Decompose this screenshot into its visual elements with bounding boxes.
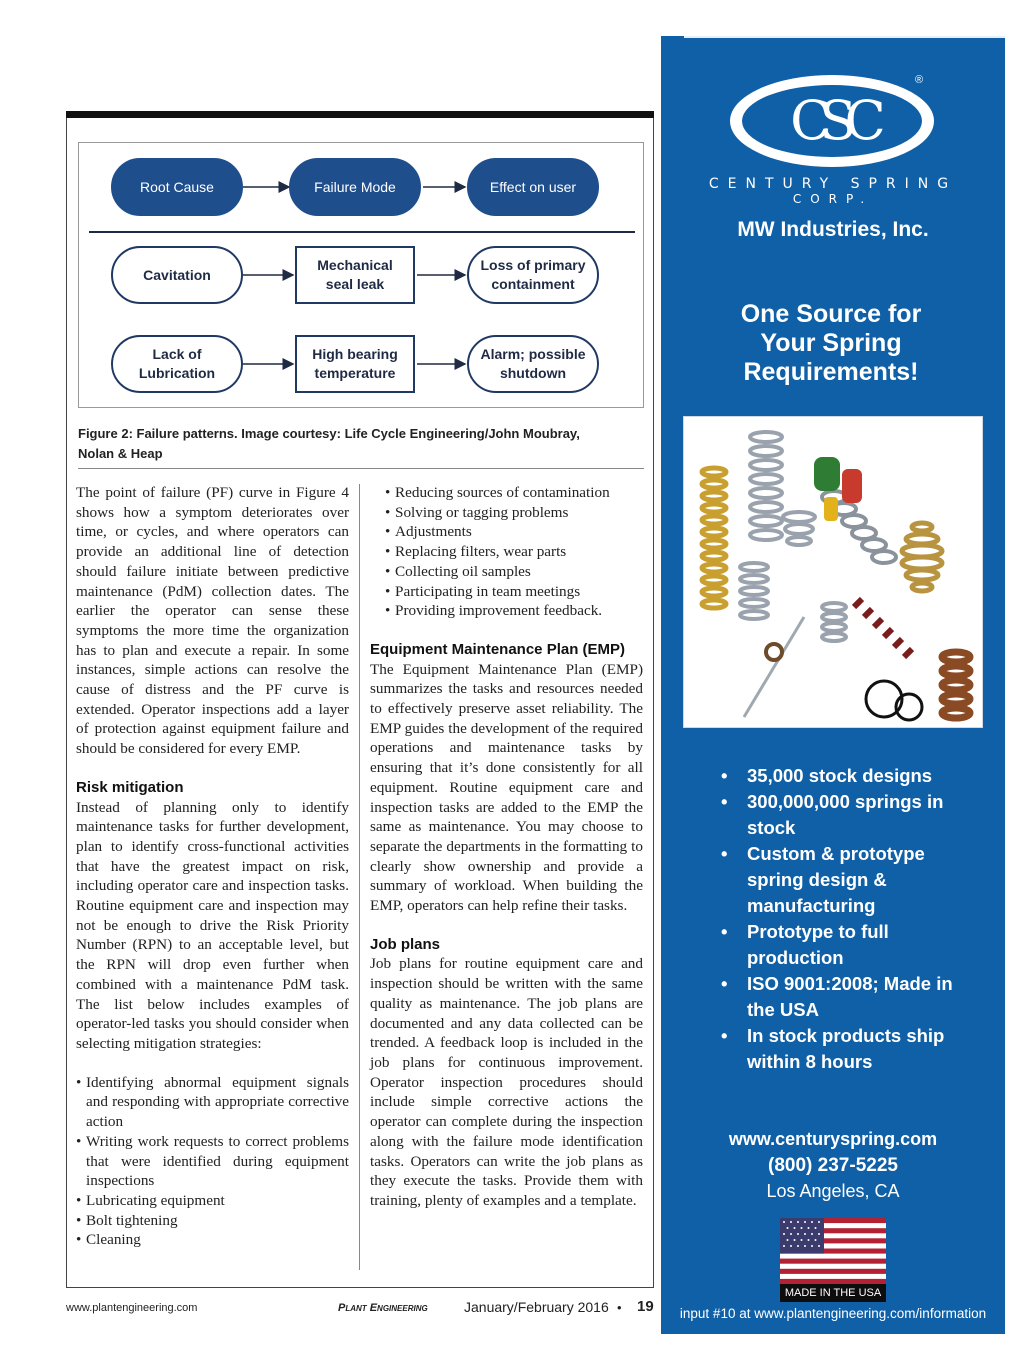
brand-corp: CORP. bbox=[792, 192, 874, 206]
caption-line-2: Nolan & Heap bbox=[78, 446, 163, 461]
node-effect-on-user: Effect on user bbox=[467, 158, 599, 216]
caption-rule bbox=[78, 468, 644, 469]
footer-issue: January/February 2016 bbox=[464, 1299, 609, 1315]
node-lack-of-lubrication: Lack of Lubrication bbox=[111, 335, 243, 393]
emp-heading: Equipment Maintenance Plan (EMP) bbox=[370, 640, 626, 658]
feature-item: • Prototype to full production bbox=[721, 919, 981, 971]
list-item: • Cleaning bbox=[76, 1230, 349, 1250]
springs-product-photo bbox=[683, 416, 983, 728]
job-plans-heading: Job plans bbox=[370, 935, 441, 953]
intro-paragraph: The point of failure (PF) curve in Figure 4 shows how a symptom deteriorates over time, or cycles, and where operators can provide an additional line of detection should failure initiate between predictive maintenance (PdM) collection dates. The earlier the operator can sense these symptoms the more time the organization has to plan and execute a repair. In some instances, simple actions can resolve the cause of distress and the PF curve is extended. Operator inspections add a layer of protection against equipment failure and should be considered for every EMP. bbox=[76, 484, 349, 758]
operator-task-list-continued bbox=[370, 483, 643, 621]
list-item: • Adjustments bbox=[385, 522, 643, 542]
ad-top-rule bbox=[684, 36, 1005, 38]
reader-input-line[interactable]: input #10 at www.plantengineering.com/information bbox=[679, 1306, 987, 1321]
list-item: • Writing work requests to correct problems that were identified during equipment inspections bbox=[76, 1132, 349, 1191]
list-item: • Bolt tightening bbox=[76, 1211, 349, 1231]
made-in-usa-label: MADE IN THE USA bbox=[780, 1284, 886, 1302]
us-flag-icon bbox=[780, 1218, 886, 1284]
footer-separator: • bbox=[617, 1300, 622, 1315]
list-item: • Collecting oil samples bbox=[385, 562, 643, 582]
figure-top-rule bbox=[66, 111, 654, 118]
node-failure-mode: Failure Mode bbox=[289, 158, 421, 216]
node-mechanical-seal-leak: Mechanical seal leak bbox=[295, 246, 415, 304]
ad-phone[interactable]: (800) 237-5225 bbox=[768, 1155, 898, 1176]
list-item: • Replacing filters, wear parts bbox=[385, 542, 643, 562]
node-loss-of-containment: Loss of primary containment bbox=[467, 246, 599, 304]
footer-url[interactable]: www.plantengineering.com bbox=[66, 1302, 198, 1314]
registered-mark: ® bbox=[915, 74, 924, 86]
caption-line-1: Figure 2: Failure patterns. Image courtesy: Life Cycle Engineering/John Moubray, bbox=[78, 426, 580, 441]
operator-task-list bbox=[76, 1073, 349, 1250]
list-item: • Providing improvement feedback. bbox=[385, 601, 643, 621]
csc-logo-letters: CSC bbox=[790, 88, 874, 152]
column-divider bbox=[359, 484, 360, 1270]
emp-paragraph: The Equipment Maintenance Plan (EMP) summarizes the tasks and resources needed to effectively preserve asset reliability. The EMP guides the development of the required operations and maintenance tasks by ensuring that it’s done consistently for all equipment. Routine equipment care and inspection tasks are added to the EMP the same as maintenance. You may choose to separate the departments in the formatting to clearly show ownership and provide a summary of workload. When building the EMP, operators can help refine their tasks. bbox=[370, 660, 643, 915]
ad-location: Los Angeles, CA bbox=[766, 1181, 900, 1201]
ad-website[interactable]: www.centuryspring.com bbox=[728, 1129, 938, 1149]
job-plans-paragraph: Job plans for routine equipment care and inspection should be written with the same quality as maintenance. The job plans are documented and any data collected can be trended. A feedback loop is included in the job plans for continuous improvement. Operator inspection procedures should include simple corrective actions the operator can complete during the inspection along with the failure mode identification tasks. Operators can write the job plans as they execute the tasks. Provide them with training, plenty of examples and a template. bbox=[370, 955, 643, 1209]
list-item: • Solving or tagging problems bbox=[385, 503, 643, 523]
failure-pattern-diagram bbox=[78, 142, 644, 408]
node-high-bearing-temperature: High bearing temperature bbox=[295, 335, 415, 393]
figure-caption bbox=[78, 424, 644, 464]
ad-slogan: One Source for Your Spring Requirements! bbox=[740, 300, 922, 386]
list-item: • Reducing sources of contamination bbox=[385, 483, 643, 503]
risk-mitigation-heading: Risk mitigation bbox=[76, 778, 184, 796]
node-cavitation: Cavitation bbox=[111, 246, 243, 304]
feature-item: • ISO 9001:2008; Made in the USA bbox=[721, 971, 981, 1023]
feature-item: • 300,000,000 springs in stock bbox=[721, 789, 981, 841]
springs-illustration bbox=[684, 417, 982, 727]
list-item: • Lubricating equipment bbox=[76, 1191, 349, 1211]
feature-list bbox=[721, 763, 981, 1075]
feature-item: • Custom & prototype spring design & manufacturing bbox=[721, 841, 981, 919]
feature-item: • 35,000 stock designs bbox=[721, 763, 981, 789]
list-item: • Participating in team meetings bbox=[385, 582, 643, 602]
feature-item: • In stock products ship within 8 hours bbox=[721, 1023, 981, 1075]
risk-mitigation-paragraph: Instead of planning only to identify maintenance tasks for further development, plan to identify cross-functional activities that have the greatest impact on risk, including operator care and inspection tasks. Routine equipment care and inspection may not be enough to drive the Risk Priority Number (RPN) to an acceptable level, but the RPN will drop even further when combined with a maintenance PdM task. The list below includes examples of operator-led tasks you should consider when selecting mitigation strategies: bbox=[76, 798, 349, 1052]
right-column bbox=[370, 483, 643, 1211]
brand-name: CENTURY SPRING bbox=[708, 176, 958, 192]
footer-magazine: Plant Engineering bbox=[338, 1302, 428, 1314]
node-alarm-shutdown: Alarm; possible shutdown bbox=[467, 335, 599, 393]
node-root-cause: Root Cause bbox=[111, 158, 243, 216]
page-number: 19 bbox=[637, 1298, 654, 1315]
list-item: • Identifying abnormal equipment signals and responding with appropriate corrective action bbox=[76, 1073, 349, 1132]
left-column bbox=[76, 483, 349, 1250]
parent-company: MW Industries, Inc. bbox=[737, 218, 929, 241]
